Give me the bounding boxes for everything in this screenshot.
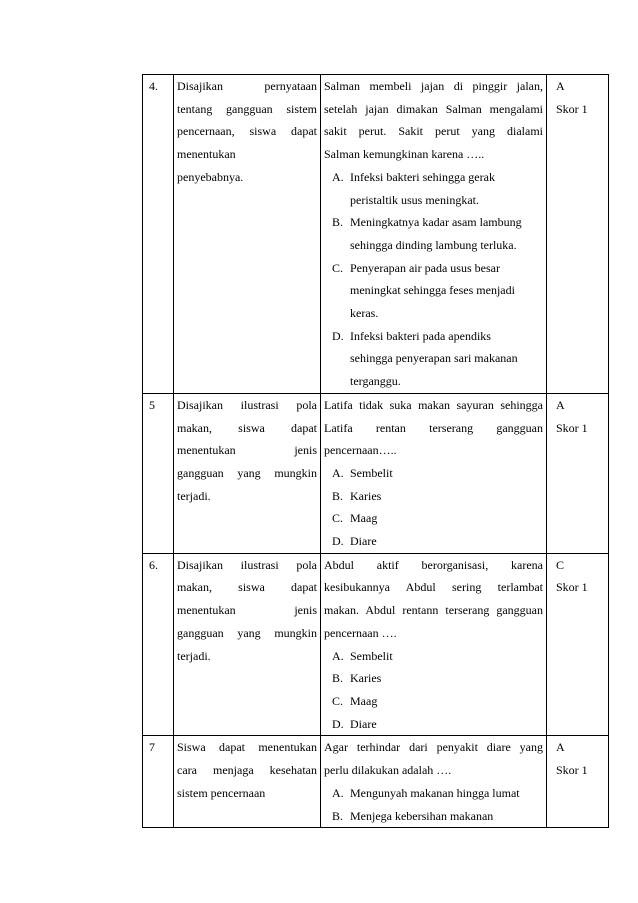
option-text: Maag: [350, 693, 378, 708]
cell-answer-key: [547, 393, 609, 553]
indicator-line: Siswa dapat menentukan: [177, 740, 317, 755]
option-text: sehingga penyerapan sari makanan: [350, 351, 518, 366]
option-list: [324, 166, 543, 393]
cell-number: [143, 736, 174, 828]
option-letter: C.: [332, 260, 344, 275]
cell-question: [321, 75, 547, 394]
option-letter: A.: [332, 785, 344, 800]
question-number: 7: [149, 740, 155, 755]
option-item: [324, 805, 543, 828]
option-text: Maag: [350, 511, 378, 526]
question-number: 4.: [149, 79, 158, 93]
question-line: Latifa rentan terserang gangguan: [324, 420, 543, 435]
option-item: [324, 782, 543, 805]
option-item: [324, 325, 543, 393]
option-item: [324, 645, 543, 668]
indicator-line: tentang gangguan sistem: [177, 101, 317, 116]
question-line: Abdul aktif berorganisasi, karena: [324, 557, 543, 572]
question-line: Agar terhindar dari penyakit diare yang: [324, 740, 543, 755]
indicator-line: penyebabnya.: [177, 169, 244, 184]
question-line: Latifa tidak suka makan sayuran sehingga: [324, 397, 543, 412]
option-text: Karies: [350, 671, 382, 686]
option-list: [324, 645, 543, 736]
question-line: perlu dilakukan adalah ….: [324, 763, 452, 778]
indicator-line: menentukan jenis: [177, 443, 317, 458]
cell-number: [143, 553, 174, 736]
indicator-line: menentukan jenis: [177, 603, 317, 618]
cell-question: [321, 736, 547, 828]
indicator-line: Disajikan ilustrasi pola: [177, 397, 317, 412]
cell-indicator: [174, 75, 321, 394]
question-line: setelah jajan dimakan Salman mengalami: [324, 101, 543, 116]
option-letter: B.: [332, 488, 344, 503]
option-item: [324, 462, 543, 485]
indicator-line: makan, siswa dapat: [177, 580, 317, 595]
score-label: Skor 1: [556, 763, 588, 778]
question-line: Salman membeli jajan di pinggir jalan,: [324, 79, 543, 93]
answer-key: A: [556, 79, 565, 93]
score-label: Skor 1: [556, 101, 588, 116]
question-number: 5: [149, 397, 155, 412]
option-letter: B.: [332, 671, 344, 686]
table-row: [143, 393, 609, 553]
answer-key: C: [556, 557, 565, 572]
question-line: kesibukannya Abdul sering terlambat: [324, 580, 543, 595]
option-text: Infeksi bakteri pada apendiks: [350, 328, 491, 343]
option-item: [324, 690, 543, 713]
option-text: meningkat sehingga feses menjadi: [350, 283, 515, 298]
cell-indicator: [174, 736, 321, 828]
option-item: [324, 530, 543, 553]
indicator-line: makan, siswa dapat: [177, 420, 317, 435]
question-line: Salman kemungkinan karena …..: [324, 147, 485, 162]
score-label: Skor 1: [556, 580, 588, 595]
cell-number: [143, 75, 174, 394]
option-text: Meningkatnya kadar asam lambung: [350, 215, 522, 230]
cell-indicator: [174, 393, 321, 553]
indicator-line: menentukan: [177, 147, 236, 162]
option-text: peristaltik usus meningkat.: [350, 192, 479, 207]
answer-key: A: [556, 397, 565, 412]
cell-question: [321, 553, 547, 736]
indicator-line: gangguan yang mungkin: [177, 625, 317, 640]
question-table: [142, 74, 609, 828]
question-line: pencernaan ….: [324, 625, 397, 640]
option-letter: A.: [332, 648, 344, 663]
table-row: [143, 736, 609, 828]
option-item: [324, 713, 543, 736]
option-item: [324, 257, 543, 325]
option-letter: D.: [332, 534, 344, 549]
option-text: Infeksi bakteri sehingga gerak: [350, 169, 495, 184]
option-text: Karies: [350, 488, 382, 503]
table-row: [143, 553, 609, 736]
option-letter: B.: [332, 808, 344, 823]
cell-question: [321, 393, 547, 553]
option-text: Diare: [350, 716, 377, 731]
cell-answer-key: [547, 75, 609, 394]
cell-number: [143, 393, 174, 553]
indicator-line: terjadi.: [177, 648, 211, 663]
cell-answer-key: [547, 736, 609, 828]
question-number: 6.: [149, 557, 158, 572]
option-letter: A.: [332, 465, 344, 480]
option-item: [324, 507, 543, 530]
question-line: sakit perut. Sakit perut yang dialami: [324, 124, 543, 139]
indicator-line: sistem pencernaan: [177, 785, 266, 800]
option-letter: B.: [332, 215, 344, 230]
option-list: [324, 462, 543, 553]
option-text: keras.: [350, 306, 379, 321]
option-list: [324, 782, 543, 827]
cell-answer-key: [547, 553, 609, 736]
indicator-line: terjadi.: [177, 488, 211, 503]
cell-indicator: [174, 553, 321, 736]
question-line: makan. Abdul rentann terserang gangguan: [324, 603, 543, 618]
option-item: [324, 667, 543, 690]
option-letter: A.: [332, 169, 344, 184]
option-text: terganggu.: [350, 374, 401, 389]
option-item: [324, 485, 543, 508]
indicator-line: Disajikan pernyataan: [177, 79, 317, 93]
indicator-line: Disajikan ilustrasi pola: [177, 557, 317, 572]
score-label: Skor 1: [556, 420, 588, 435]
indicator-line: cara menjaga kesehatan: [177, 763, 317, 778]
option-letter: D.: [332, 328, 344, 343]
option-text: Diare: [350, 534, 377, 549]
option-text: Sembelit: [350, 465, 393, 480]
option-item: [324, 166, 543, 211]
option-letter: D.: [332, 716, 344, 731]
option-text: sehingga dinding lambung terluka.: [350, 237, 517, 252]
option-text: Mengunyah makanan hingga lumat: [350, 785, 520, 800]
indicator-line: pencernaan, siswa dapat: [177, 124, 317, 139]
table-row: [143, 75, 609, 394]
option-text: Sembelit: [350, 648, 393, 663]
option-item: [324, 211, 543, 256]
indicator-line: gangguan yang mungkin: [177, 465, 317, 480]
answer-key: A: [556, 740, 565, 755]
option-text: Menjega kebersihan makanan: [350, 808, 494, 823]
option-letter: C.: [332, 693, 344, 708]
option-text: Penyerapan air pada usus besar: [350, 260, 500, 275]
option-letter: C.: [332, 511, 344, 526]
question-line: pencernaan…..: [324, 443, 397, 458]
